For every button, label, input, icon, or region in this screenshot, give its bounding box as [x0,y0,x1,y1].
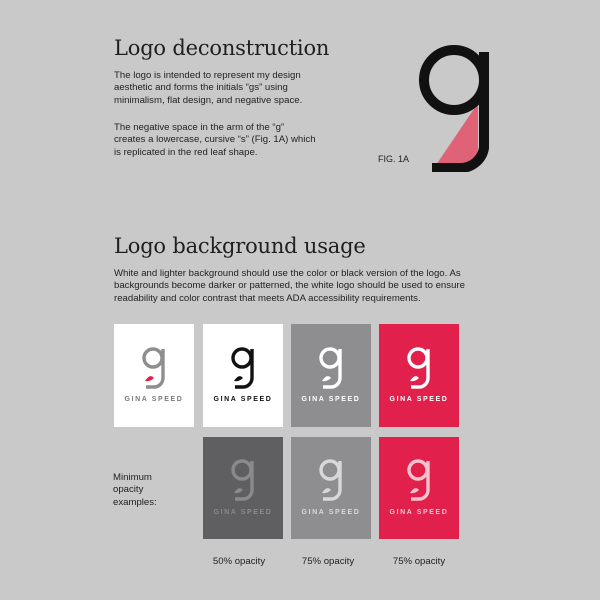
figure-label: FIG. 1A [378,154,410,164]
opacity-caption-50: 50% opacity [212,556,266,567]
minimum-opacity-label [113,472,173,509]
text-line: The negative space in the arm of the “g” [114,122,285,133]
text-line: White and lighter background should use the color or black version of the logo. As [114,268,461,279]
mini-logo [141,345,167,389]
deconstruction-paragraph-2 [114,122,316,159]
mini-logo [230,457,256,501]
leaf-shape [410,376,419,381]
text-line: backgrounds become darker or patterned, the white logo should be used to ensure [114,280,465,292]
text-line: aesthetic and forms the initials “gs” using [114,82,288,94]
brand-name: GINA SPEED [213,509,273,516]
brand-name: GINA SPEED [301,509,361,516]
brand-name: GINA SPEED [301,396,361,403]
mini-logo [406,345,432,389]
text-line: examples: [113,496,157,508]
leaf-shape [322,488,331,493]
logo-card-white-on-gray [291,324,371,427]
text-line: creates a lowercase, cursive “s” (Fig. 1A) which [114,134,316,146]
logo-card-opacity-75-gray [291,437,371,539]
leaf-shape [234,488,243,493]
section-title-deconstruction: Logo deconstruction [114,36,330,60]
background-usage-paragraph [114,268,465,305]
text-line: is replicated in the red leaf shape. [114,146,258,158]
text-line: minimalism, flat design, and negative space. [114,94,303,106]
leaf-shape [145,376,154,381]
section-title-background-usage: Logo background usage [114,234,366,258]
leaf-shape [322,376,331,381]
mini-logo [318,457,344,501]
brand-name: GINA SPEED [124,396,184,403]
logo-card-black [203,324,283,427]
logo-card-opacity-50-dark [203,437,283,539]
text-line: readability and color contrast that meets ADA accessibility requirements. [114,292,421,304]
mini-logo [406,457,432,501]
mini-logo [230,345,256,389]
brand-name: GINA SPEED [213,396,273,403]
logo-card-opacity-75-red [379,437,459,539]
brand-name: GINA SPEED [389,509,449,516]
opacity-caption-75-gray: 75% opacity [301,556,355,567]
text-line: Minimum [113,472,152,483]
opacity-caption-75-red: 75% opacity [392,556,446,567]
logo-card-color [114,324,194,427]
leaf-shape [410,488,419,493]
deconstruction-paragraph-1 [114,70,302,107]
brand-name: GINA SPEED [389,396,449,403]
logo-fig-1a [416,38,496,172]
text-line: opacity [113,484,144,496]
leaf-shape [234,376,243,381]
logo-card-white-on-red [379,324,459,427]
mini-logo [318,345,344,389]
text-line: The logo is intended to represent my design [114,70,301,81]
